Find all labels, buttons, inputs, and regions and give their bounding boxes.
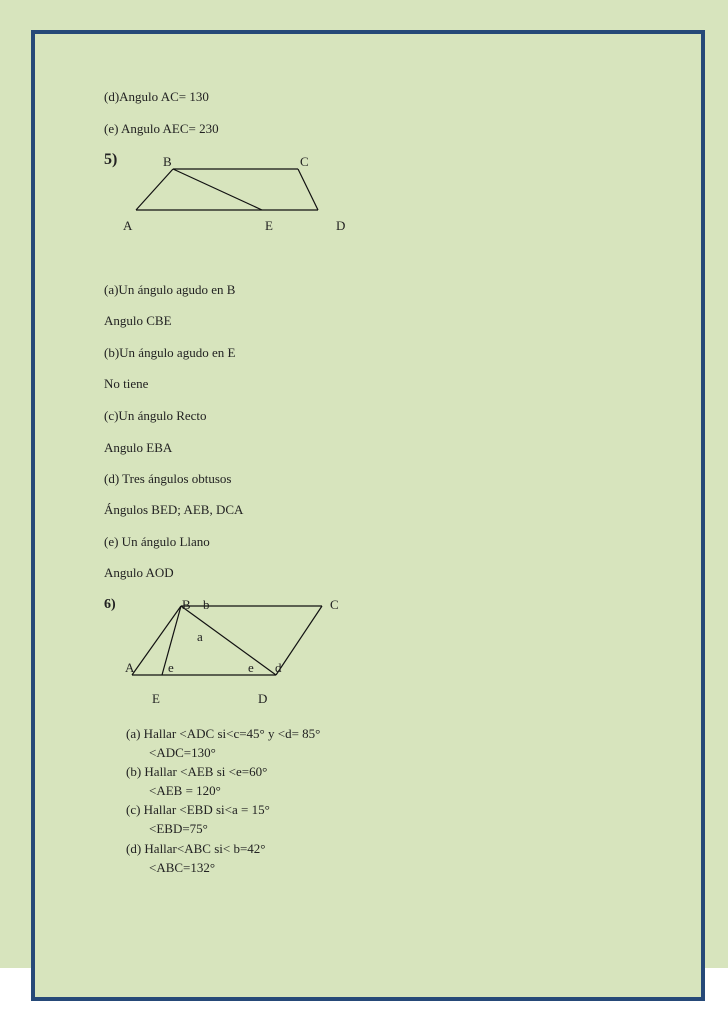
s6-question-b: (b) Hallar <AEB si <e=60°	[126, 764, 268, 779]
fig6-label-small-e-right: e	[248, 660, 254, 675]
s5-question-e: (e) Un ángulo Llano	[104, 534, 210, 549]
s5-question-b: (b)Un ángulo agudo en E	[104, 345, 236, 360]
s5-answer-b: No tiene	[104, 376, 149, 391]
fig5-label-d: D	[336, 218, 346, 233]
s5-answer-d: Ángulos BED; AEB, DCA	[104, 502, 244, 517]
s6-answer-a: <ADC=130°	[149, 745, 216, 760]
fig6-segment-bd	[181, 606, 276, 675]
s5-question-c: (c)Un ángulo Recto	[104, 408, 207, 423]
s6-question-c: (c) Hallar <EBD si<a = 15°	[126, 802, 270, 817]
fig6-label-small-d: d	[275, 660, 282, 675]
s6-answer-d: <ABC=132°	[149, 860, 216, 875]
fig6-label-small-b: b	[203, 597, 210, 612]
s6-answer-c: <EBD=75°	[149, 821, 208, 836]
fig5-label-c: C	[300, 154, 309, 169]
section-6-number: 6)	[104, 597, 116, 612]
fig5-label-a: A	[123, 218, 133, 233]
fig6-label-d: D	[258, 691, 268, 706]
fig6-label-small-a: a	[197, 629, 203, 644]
s5-answer-c: Angulo EBA	[104, 440, 173, 455]
s6-answer-b: <AEB = 120°	[149, 783, 221, 798]
fig6-label-small-e-left: e	[168, 660, 174, 675]
fig6-segment-cd	[276, 606, 322, 675]
s5-question-d: (d) Tres ángulos obtusos	[104, 471, 232, 486]
fig6-label-e: E	[152, 691, 160, 706]
s6-question-a: (a) Hallar <ADC si<c=45° y <d= 85°	[126, 726, 321, 741]
section-5-number: 5)	[104, 151, 118, 168]
s5-answer-a: Angulo CBE	[104, 313, 172, 328]
s6-question-d: (d) Hallar<ABC si< b=42°	[126, 841, 266, 856]
s5-question-a: (a)Un ángulo agudo en B	[104, 282, 236, 297]
fig5-label-e: E	[265, 218, 273, 233]
line-angle-aec: (e) Angulo AEC= 230	[104, 121, 219, 136]
line-angle-ac: (d)Angulo AC= 130	[104, 89, 209, 104]
fig5-label-b: B	[163, 154, 172, 169]
s5-answer-e: Angulo AOD	[104, 565, 174, 580]
fig6-label-c: C	[330, 597, 339, 612]
fig6-label-a: A	[125, 660, 135, 675]
fig6-label-b: B	[182, 597, 191, 612]
